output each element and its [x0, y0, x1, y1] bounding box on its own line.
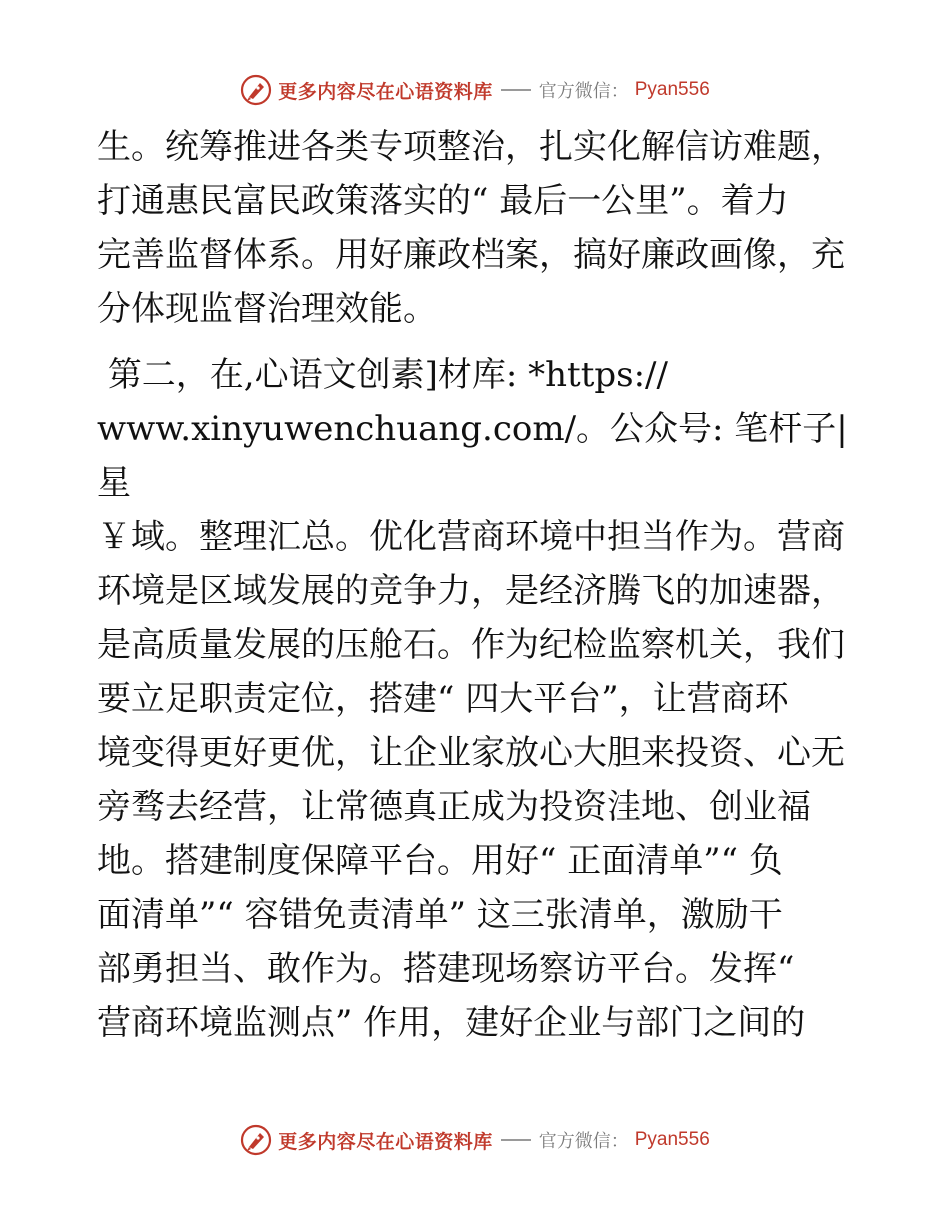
document-body: [97, 120, 857, 1050]
page-header: [0, 70, 950, 110]
paragraph-2: 第二，在,心语文创素]材库: *https:// www.xinyuwenchuang.com/。公众号: 笔杆子|星 ￥域。整理汇总。优化营商环境中担当作为。营商 环境是区域发展的竞争力，是经济腾飞的加速器， 是高质量发展的压舱石。作为纪检监察机关，我们 要立足职责定位，搭建“ 四大平台”，让营商环 境变得更好更优，让企业家放心大胆来投资、心无 旁骛去经营，让常德真正成为投资洼地、创业福 地。搭建制度保障平台。用好“ 正面清单”“ 负 面清单”“ 容错免责清单” 这三张清单，激励干 部勇担当、敢作为。搭建现场察访平台。发挥“ 营商环境监测点” 作用，建好企业与部门之间的: [97, 355, 848, 1043]
header-wechat-label: 官方微信：: [538, 81, 629, 102]
pen-nib-logo-icon: [240, 74, 272, 106]
pen-nib-logo-icon: [240, 1124, 272, 1156]
page-footer: [0, 1120, 950, 1160]
paragraph-1: 生。统筹推进各类专项整治，扎实化解信访难题， 打通惠民富民政策落实的“ 最后一公里”。着力 完善监督体系。用好廉政档案，搞好廉政画像，充 分体现监督治理效能。: [97, 127, 845, 329]
footer-divider: [501, 1139, 531, 1141]
footer-brand-text: 更多内容尽在心语资料库: [278, 1130, 493, 1153]
footer-wechat-label: 官方微信：: [538, 1131, 629, 1152]
header-brand-text: 更多内容尽在心语资料库: [278, 80, 493, 103]
header-brand: [240, 74, 710, 106]
footer-wechat-id: Pyan556: [634, 1129, 710, 1150]
footer-brand: [240, 1124, 710, 1156]
header-wechat-id: Pyan556: [634, 79, 710, 100]
header-divider: [501, 89, 531, 91]
